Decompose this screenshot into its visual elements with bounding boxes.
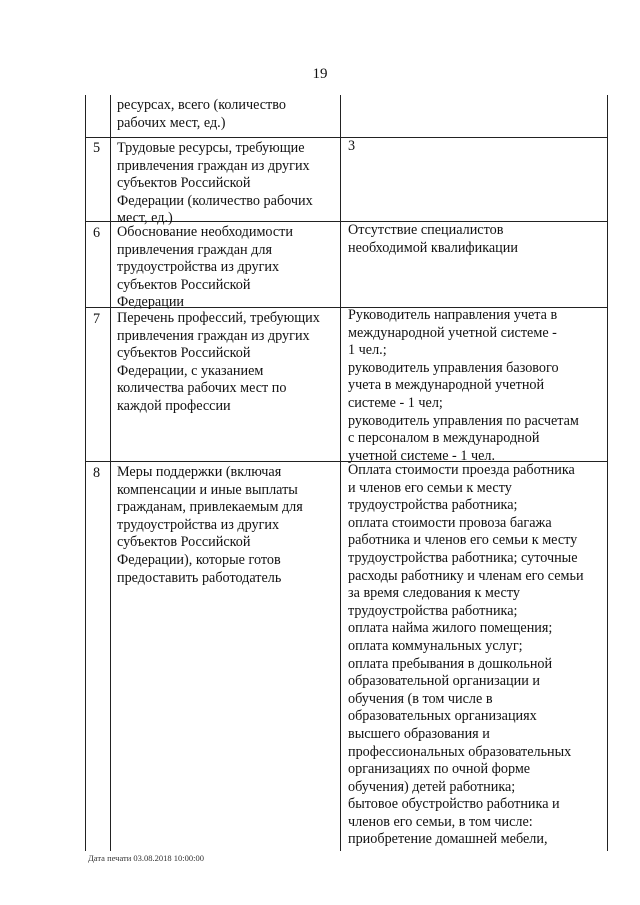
value-line: бытовое обустройство работника и	[348, 796, 560, 813]
criterion-line: Меры поддержки (включая	[117, 464, 282, 480]
value-line: Отсутствие специалистов	[348, 222, 504, 238]
row-criterion	[117, 224, 293, 312]
row-criterion	[117, 97, 286, 132]
value-line: и членов его семьи к месту	[348, 479, 512, 496]
criterion-line: привлечения граждан для	[117, 241, 272, 258]
row-value	[348, 222, 518, 257]
print-date-footer: Дата печати 03.08.2018 10:00:00	[88, 853, 204, 863]
row-number: 7	[93, 311, 101, 327]
value-line: обучения (в том числе в	[348, 690, 493, 707]
criterion-line: Федерации, с указанием	[117, 362, 264, 379]
criterion-line: привлечения граждан из других	[117, 327, 310, 344]
value-line: 1 чел.;	[348, 342, 387, 359]
value-line: руководитель управления базового	[348, 359, 559, 376]
table-row-divider	[85, 137, 608, 138]
value-line: оплата найма жилого помещения;	[348, 620, 553, 637]
row-criterion	[117, 140, 313, 228]
row-value	[348, 462, 584, 849]
row-value	[348, 138, 355, 156]
criterion-line: трудоустройства из других	[117, 259, 280, 276]
row-criterion	[117, 464, 303, 587]
row-number: 5	[93, 140, 101, 156]
value-line: руководитель управления по расчетам	[348, 412, 579, 429]
value-line: учета в международной учетной	[348, 377, 545, 394]
table-column-divider-number	[110, 95, 111, 851]
criterion-line: Федерации	[117, 294, 185, 311]
value-line: обучения) детей работника;	[348, 778, 516, 795]
value-line: приобретение домашней мебели,	[348, 831, 548, 848]
criterion-line: Федерации (количество рабочих	[117, 192, 313, 209]
value-line: международной учетной системе -	[348, 324, 557, 341]
criterion-line: мест, ед.)	[117, 210, 173, 227]
value-line: оплата пребывания в дошкольной	[348, 655, 553, 672]
value-line: трудоустройства работника; суточные	[348, 549, 578, 566]
table-border-left	[85, 95, 86, 851]
value-line: системе - 1 чел;	[348, 394, 443, 411]
criterion-line: гражданам, привлекаемым для	[117, 499, 303, 516]
criterion-line: каждой профессии	[117, 397, 231, 414]
criterion-line: количества рабочих мест по	[117, 380, 287, 397]
criterion-line: субъектов Российской	[117, 276, 251, 293]
criterion-line: субъектов Российской	[117, 534, 251, 551]
criterion-line: Обоснование необходимости	[117, 224, 293, 240]
value-line: учетной системе - 1 чел.	[348, 447, 496, 464]
value-line: трудоустройства работника;	[348, 602, 518, 619]
criterion-line: субъектов Российской	[117, 345, 251, 362]
row-criterion	[117, 310, 320, 416]
page-number: 19	[312, 66, 328, 82]
criterion-line: трудоустройства из других	[117, 516, 280, 533]
value-line: оплата коммунальных услуг;	[348, 637, 523, 654]
value-line: расходы работнику и членам его семьи	[348, 567, 584, 584]
value-line: 3	[348, 138, 356, 154]
value-line: Оплата стоимости проезда работника	[348, 462, 575, 478]
criterion-line: предоставить работодатель	[117, 569, 282, 586]
value-line: образовательной организации и	[348, 673, 540, 690]
table-column-divider-value	[340, 95, 341, 851]
value-line: работника и членов его семьи к месту	[348, 532, 578, 549]
value-line: необходимой квалификации	[348, 239, 518, 256]
value-line: Руководитель направления учета в	[348, 307, 558, 323]
value-line: высшего образования и	[348, 725, 490, 742]
row-number: 6	[93, 225, 101, 241]
value-line: членов его семьи, в том числе:	[348, 813, 533, 830]
value-line: за время следования к месту	[348, 585, 520, 602]
value-line: с персоналом в международной	[348, 430, 540, 447]
value-line: организациях по очной форме	[348, 761, 531, 778]
criterion-line: Трудовые ресурсы, требующие	[117, 140, 305, 156]
table-border-right	[607, 95, 608, 851]
criterion-line: компенсации и иные выплаты	[117, 481, 298, 498]
requirements-table	[85, 95, 608, 851]
row-value	[348, 307, 579, 465]
value-line: образовательных организациях	[348, 708, 537, 725]
value-line: профессиональных образовательных	[348, 743, 572, 760]
criterion-line: привлечения граждан из других	[117, 157, 310, 174]
criterion-line: субъектов Российской	[117, 175, 251, 192]
criterion-line: Федерации), которые готов	[117, 551, 281, 568]
value-line: трудоустройства работника;	[348, 497, 518, 514]
criterion-line: рабочих мест, ед.)	[117, 114, 226, 131]
criterion-line: ресурсах, всего (количество	[117, 97, 286, 113]
criterion-line: Перечень профессий, требующих	[117, 310, 320, 326]
value-line: оплата стоимости провоза багажа	[348, 514, 552, 531]
row-number: 8	[93, 465, 101, 481]
